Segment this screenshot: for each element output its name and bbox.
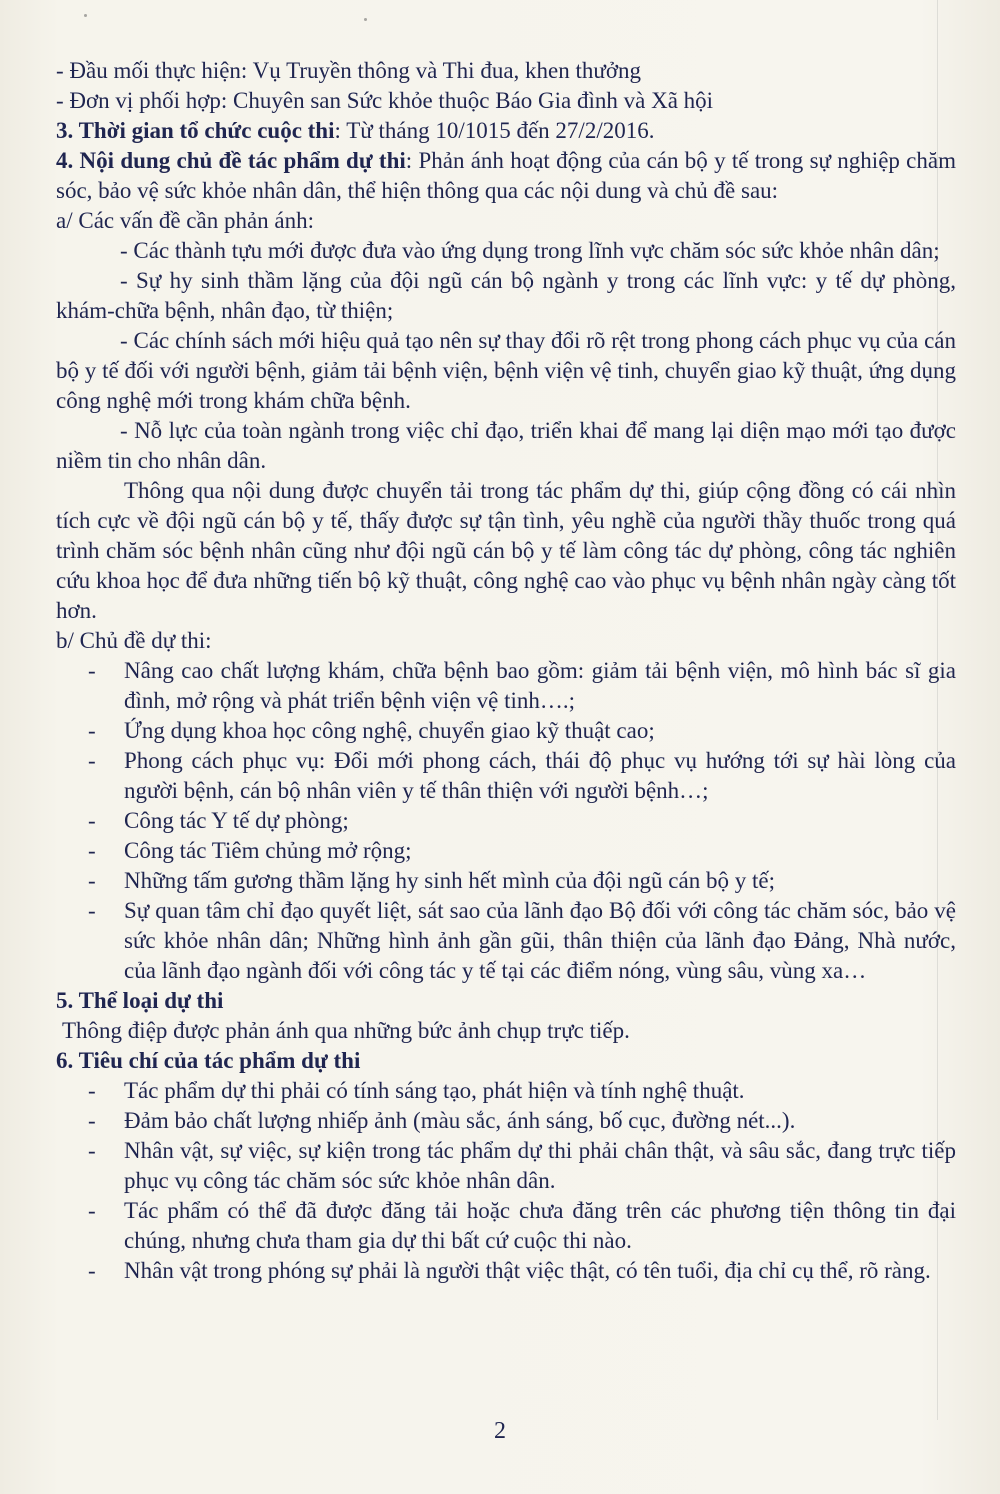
section-3-text: : Từ tháng 10/1015 đến 27/2/2016.: [334, 118, 655, 143]
list-item: - Công tác Y tế dự phòng;: [84, 806, 956, 836]
page-number: 2: [494, 1418, 506, 1444]
section-4: [56, 146, 956, 206]
list-item: - Nâng cao chất lượng khám, chữa bệnh bao gồm: giảm tải bệnh viện, mô hình bác sĩ gia đình, mở rộng và phát triển bệnh viện vệ tinh….;: [84, 656, 956, 716]
list-item: - Đảm bảo chất lượng nhiếp ảnh (màu sắc, ánh sáng, bố cục, đường nét...).: [84, 1106, 956, 1136]
section-6-list: [56, 1076, 956, 1286]
sub-a-item: - Các thành tựu mới được đưa vào ứng dụng trong lĩnh vực chăm sóc sức khỏe nhân dân;: [120, 238, 940, 263]
focal-point-line: - Đầu mối thực hiện: Vụ Truyền thông và Thi đua, khen thưởng: [56, 58, 642, 83]
list-item: - Nhân vật trong phóng sự phải là người thật việc thật, có tên tuổi, địa chỉ cụ thể, rõ ràng.: [84, 1256, 956, 1286]
sub-a-summary: Thông qua nội dung được chuyển tải trong tác phẩm dự thi, giúp cộng đồng có cái nhìn tích cực về đội ngũ cán bộ y tế, thấy được sự tận tình, yêu nghề của người thầy thuốc trong quá trình chăm sóc bệnh nhân cũng như đội ngũ cán bộ y tế làm công tác dự phòng, công tác nghiên cứu khoa học để đưa những tiến bộ kỹ thuật, công nghệ cao vào phục vụ bệnh nhân ngày càng tốt hơn.: [56, 478, 956, 623]
sub-a-item: - Các chính sách mới hiệu quả tạo nên sự thay đổi rõ rệt trong phong cách phục vụ của cán bộ y tế đối với người bệnh, giảm tải bệnh viện, bệnh viện vệ tinh, chuyển giao kỹ thuật, ứng dụng công nghệ mới trong khám chữa bệnh.: [56, 328, 956, 413]
sub-b-list: [56, 656, 956, 986]
partner-line: - Đơn vị phối hợp: Chuyên san Sức khỏe thuộc Báo Gia đình và Xã hội: [56, 88, 714, 113]
list-item: - Tác phẩm có thể đã được đăng tải hoặc chưa đăng trên các phương tiện thông tin đại chúng, nhưng chưa tham gia dự thi bất cứ cuộc thi nào.: [84, 1196, 956, 1256]
sub-b-title: b/ Chủ đề dự thi:: [56, 628, 212, 653]
scan-speck: [364, 18, 367, 21]
sub-a-title: a/ Các vấn đề cần phản ánh:: [56, 208, 314, 233]
list-item: - Sự quan tâm chỉ đạo quyết liệt, sát sao của lãnh đạo Bộ đối với công tác chăm sóc, bảo vệ sức khỏe nhân dân; Những hình ảnh gần gũi, thân thiện của lãnh đạo Đảng, Nhà nước, của lãnh đạo ngành đối với công tác y tế tại các điểm nóng, vùng sâu, vùng xa…: [84, 896, 956, 986]
list-item: - Những tấm gương thầm lặng hy sinh hết mình của đội ngũ cán bộ y tế;: [84, 866, 956, 896]
section-6-heading: 6. Tiêu chí của tác phẩm dự thi: [56, 1048, 361, 1073]
list-item: - Ứng dụng khoa học công nghệ, chuyển giao kỹ thuật cao;: [84, 716, 956, 746]
list-item: - Nhân vật, sự việc, sự kiện trong tác phẩm dự thi phải chân thật, và sâu sắc, đang trực tiếp phục vụ công tác chăm sóc sức khỏe nhân dân.: [84, 1136, 956, 1196]
section-4-text: : Phản ánh hoạt động của cán bộ y tế trong sự nghiệp chăm sóc, bảo vệ sức khỏe nhân dân, thể hiện thông qua các nội dung và chủ đề sau:: [56, 148, 956, 203]
list-item: - Công tác Tiêm chủng mở rộng;: [84, 836, 956, 866]
list-item: - Tác phẩm dự thi phải có tính sáng tạo, phát hiện và tính nghệ thuật.: [84, 1076, 956, 1106]
section-5-heading: 5. Thể loại dự thi: [56, 988, 224, 1013]
sub-a-item: - Sự hy sinh thầm lặng của đội ngũ cán bộ ngành y trong các lĩnh vực: y tế dự phòng, khám-chữa bệnh, nhân đạo, từ thiện;: [56, 268, 956, 323]
section-5-text: Thông điệp được phản ánh qua những bức ảnh chụp trực tiếp.: [62, 1018, 630, 1043]
list-item: - Phong cách phục vụ: Đổi mới phong cách, thái độ phục vụ hướng tới sự hài lòng của người bệnh, cán bộ nhân viên y tế thân thiện với người bệnh…;: [84, 746, 956, 806]
section-4-heading: 4. Nội dung chủ đề tác phẩm dự thi: [56, 148, 406, 173]
document-body: [56, 56, 956, 1286]
sub-a-item: - Nỗ lực của toàn ngành trong việc chỉ đạo, triển khai để mang lại diện mạo mới tạo được niềm tin cho nhân dân.: [56, 418, 956, 473]
section-3-heading: 3. Thời gian tổ chức cuộc thi: [56, 118, 335, 143]
scan-speck: [84, 14, 87, 17]
section-3: [56, 116, 956, 146]
